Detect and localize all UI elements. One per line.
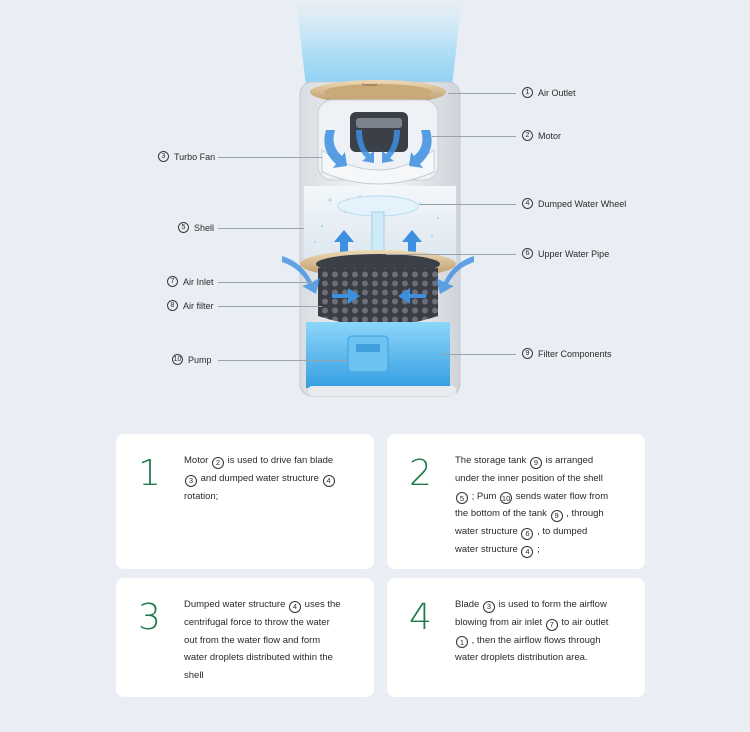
step-number: 4	[409, 597, 432, 638]
step-description	[184, 596, 352, 685]
callout-label: Filter Components	[538, 348, 612, 359]
leader-line	[420, 204, 516, 205]
leader-line	[440, 354, 516, 355]
circled-number: 4	[289, 601, 301, 613]
description-line	[184, 667, 352, 685]
step-card-3	[116, 578, 374, 697]
circled-number: 6	[521, 528, 533, 540]
callout-label: Upper Water Pipe	[538, 248, 610, 259]
text-run: Motor	[184, 455, 211, 466]
callout-number: 10	[173, 356, 182, 363]
text-run: water droplets distributed within the	[184, 652, 333, 664]
description-line	[455, 452, 623, 470]
step-description	[455, 452, 623, 559]
description-line	[184, 649, 352, 667]
step-card-4	[387, 578, 645, 697]
callout-number: 8	[167, 300, 178, 311]
text-run: out from the water flow and form	[184, 634, 321, 646]
leader-line	[218, 360, 348, 361]
leader-line	[432, 136, 516, 137]
text-run: water structure	[455, 543, 521, 555]
callout-label: Shell	[194, 222, 215, 233]
description-line	[184, 488, 352, 506]
step-description	[184, 452, 352, 505]
description-line	[455, 596, 623, 614]
callout-dumped-water-wheel	[522, 198, 626, 209]
callout-label: Air filter	[183, 300, 214, 311]
leader-line	[448, 93, 516, 94]
text-run: blowing from air inlet	[455, 616, 545, 628]
text-run: , then the airflow flows through	[469, 634, 601, 646]
leader-line	[218, 306, 322, 307]
circled-number: 9	[551, 510, 563, 522]
callout-label: Turbo Fan	[174, 151, 216, 162]
text-run: uses the	[302, 599, 341, 610]
mist-plume	[296, 0, 462, 86]
text-run: rotation;	[184, 490, 219, 502]
callout-number: 6	[522, 248, 533, 259]
callout-number: 4	[522, 198, 533, 209]
text-run: is used to drive fan blade	[224, 455, 334, 466]
device-base	[308, 386, 456, 396]
text-run: and dumped water structure	[198, 472, 322, 484]
circled-number: 10	[501, 493, 511, 503]
description-line	[455, 523, 623, 541]
circled-number: 1	[456, 636, 468, 648]
circled-number: 9	[530, 457, 542, 469]
description-line	[455, 614, 623, 632]
text-run: centrifugal force to throw the water	[184, 616, 330, 628]
text-run: sends water flow from	[513, 490, 609, 502]
description-line	[184, 614, 352, 632]
text-run: ;	[534, 543, 540, 555]
circled-number: 4	[323, 475, 335, 487]
callout-number: 1	[522, 87, 533, 98]
leader-line	[386, 254, 516, 255]
circled-number: 2	[212, 457, 224, 469]
step-card-2	[387, 434, 645, 569]
description-line	[184, 596, 352, 614]
circled-number: 3	[483, 601, 495, 613]
callout-motor	[522, 130, 561, 141]
callout-air-inlet	[167, 276, 214, 287]
text-run: , to dumped	[534, 526, 588, 538]
circled-number: 4	[521, 546, 533, 558]
callout-air-filter	[167, 300, 214, 311]
callout-number: 2	[522, 130, 533, 141]
callout-label: Air Inlet	[183, 276, 214, 287]
circled-number: 5	[456, 492, 468, 504]
description-line	[455, 541, 623, 559]
callout-number: 3	[158, 151, 169, 162]
callout-label: Pump	[188, 354, 212, 365]
text-run: under the inner position of the shell	[455, 472, 603, 484]
callout-number: 5	[178, 222, 189, 233]
description-line	[184, 632, 352, 650]
callout-label: Motor	[538, 130, 562, 141]
text-run: water droplets distribution area.	[455, 652, 588, 664]
callout-label: Dumped Water Wheel	[538, 198, 627, 209]
callout-filter-components	[522, 348, 612, 359]
callout-label: Air Outlet	[538, 87, 576, 98]
description-line	[455, 488, 623, 506]
leader-line	[218, 282, 314, 283]
text-run: ; Pum	[469, 490, 500, 502]
description-line	[184, 470, 352, 488]
text-run: shell	[184, 670, 204, 682]
pump	[348, 336, 388, 372]
description-line	[455, 505, 623, 523]
step-number: 1	[138, 453, 161, 494]
step-description	[455, 596, 623, 667]
callout-number: 9	[522, 348, 533, 359]
text-run: , through	[563, 508, 604, 520]
callout-pump	[172, 354, 212, 365]
step-card-1	[116, 434, 374, 569]
step-number: 2	[409, 453, 432, 494]
description-line	[455, 649, 623, 667]
brand-logo-text: Smartmi	[362, 82, 377, 87]
step-number: 3	[138, 597, 161, 638]
text-run: Blade	[455, 599, 482, 610]
callout-turbo-fan	[158, 151, 215, 162]
text-run: water structure	[455, 526, 521, 538]
description-line	[455, 632, 623, 650]
text-run: is used to form the airflow	[495, 599, 607, 610]
callout-upper-water-pipe	[522, 248, 609, 259]
text-run: the bottom of the tank	[455, 508, 550, 520]
description-line	[455, 470, 623, 488]
circled-number: 3	[185, 475, 197, 487]
callout-number: 7	[167, 276, 178, 287]
text-run: Dumped water structure	[184, 599, 289, 610]
leader-line	[218, 228, 304, 229]
leader-line	[218, 157, 322, 158]
description-line	[184, 452, 352, 470]
text-run: to air outlet	[558, 616, 609, 628]
text-run: The storage tank	[455, 455, 529, 466]
callout-air-outlet	[522, 87, 576, 98]
callout-shell	[178, 222, 214, 233]
circled-number: 7	[546, 619, 558, 631]
text-run: is arranged	[542, 455, 594, 466]
